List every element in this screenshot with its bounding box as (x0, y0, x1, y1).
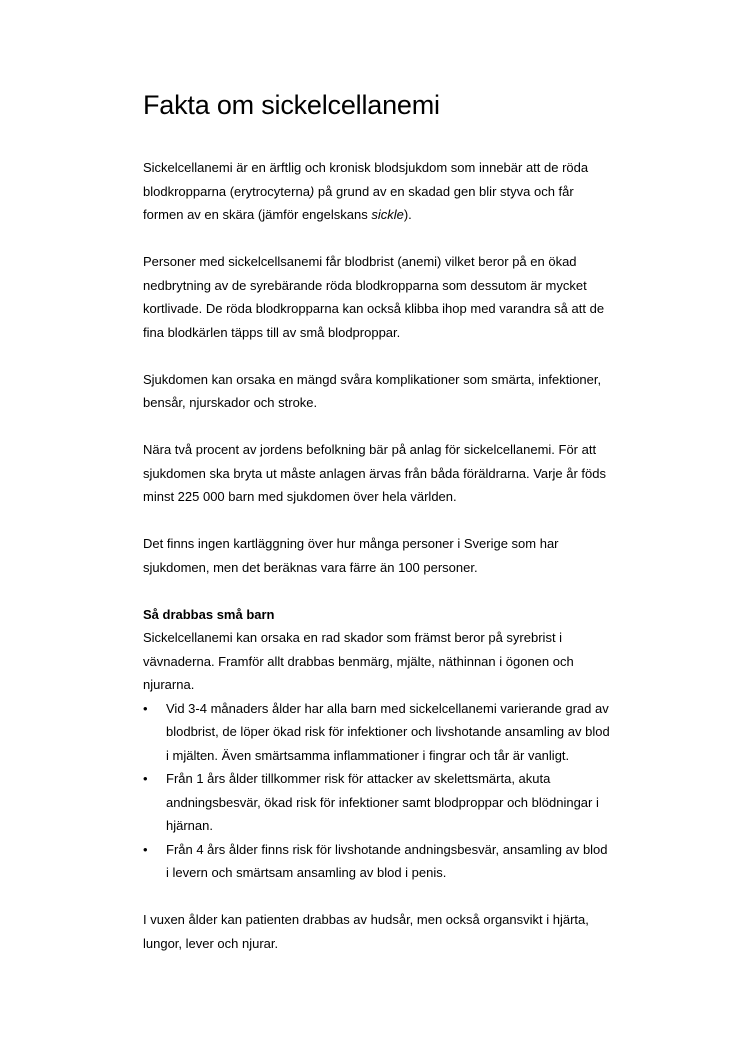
list-item (143, 697, 613, 768)
paragraph-intro-part-b: ) på grund av en skadad gen blir styva och får formen av en skära (jämför engelskans (143, 183, 574, 222)
paragraph-intro-italic-paren: ) (309, 183, 315, 199)
paragraph-intro (143, 156, 613, 227)
paragraph-complications: Sjukdomen kan orsaka en mängd svåra komplikationer som smärta, infektioner, bensår, njurskador och stroke. (143, 371, 602, 410)
list-item-text: Från 1 års ålder tillkommer risk för attacker av skelettsmärta, akuta andningsbesvär, ökad risk för infektioner samt blodproppar och blödningar i hjärnan. (166, 771, 599, 833)
document-page (143, 88, 613, 979)
bullet-dot: • (143, 771, 148, 786)
paragraph-prevalence: Nära två procent av jordens befolkning bär på anlag för sickelcellanemi. För att sjukdomen ska bryta ut måste anlagen ärvas från båda föräldrarna. Varje år föds minst 225 000 barn med sjukdomen över hela världen. (143, 442, 606, 504)
paragraph-anemia: Personer med sickelcellsanemi får blodbrist (anemi) vilket beror på en ökad nedbrytning av de syrebärande röda blodkropparna som dessutom är mycket kortlivade. De röda blodkropparna kan också klibba ihop med varandra så att de fina blodkärlen täpps till av små blodproppar. (143, 254, 605, 340)
paragraph-adults: I vuxen ålder kan patienten drabbas av hudsår, men också organsvikt i hjärta, lungor, lever och njurar. (143, 912, 589, 951)
bullet-dot: • (143, 700, 148, 716)
list-item-text: Från 4 års ålder finns risk för livshotande andningsbesvär, ansamling av blod i levern och smärtsam ansamling av blod i penis. (166, 841, 608, 880)
paragraph-intro-italic-word: sickle (371, 207, 404, 222)
list-item (143, 838, 613, 885)
section-heading: Så drabbas små barn (143, 606, 275, 622)
page-title: Fakta om sickelcellanemi (143, 90, 440, 120)
paragraph-children: Sickelcellanemi kan orsaka en rad skador som främst beror på syrebrist i vävnaderna. Framför allt drabbas benmärg, mjälte, näthinnan i ögonen och njurarna. (143, 630, 574, 692)
paragraph-intro-part-d: ). (403, 207, 412, 222)
paragraph-sweden: Det finns ingen kartläggning över hur många personer i Sverige som har sjukdomen, men det beräknas vara färre än 100 personer. (143, 536, 559, 575)
bullet-list (143, 697, 613, 885)
list-item-text: Vid 3-4 månaders ålder har alla barn med sickelcellanemi varierande grad av blodbrist, de löper ökad risk för infektioner och livshotande ansamling av blod i mjälten. Även smärtsamma inflammationer i fingrar och tår är vanligt. (166, 700, 610, 763)
list-item (143, 767, 613, 838)
bullet-dot: • (143, 841, 148, 857)
paragraph-intro-part-a: Sickelcellanemi är en ärftlig och kronisk blodsjukdom som innebär att de röda blodkropparna (erytrocyterna (143, 160, 589, 199)
